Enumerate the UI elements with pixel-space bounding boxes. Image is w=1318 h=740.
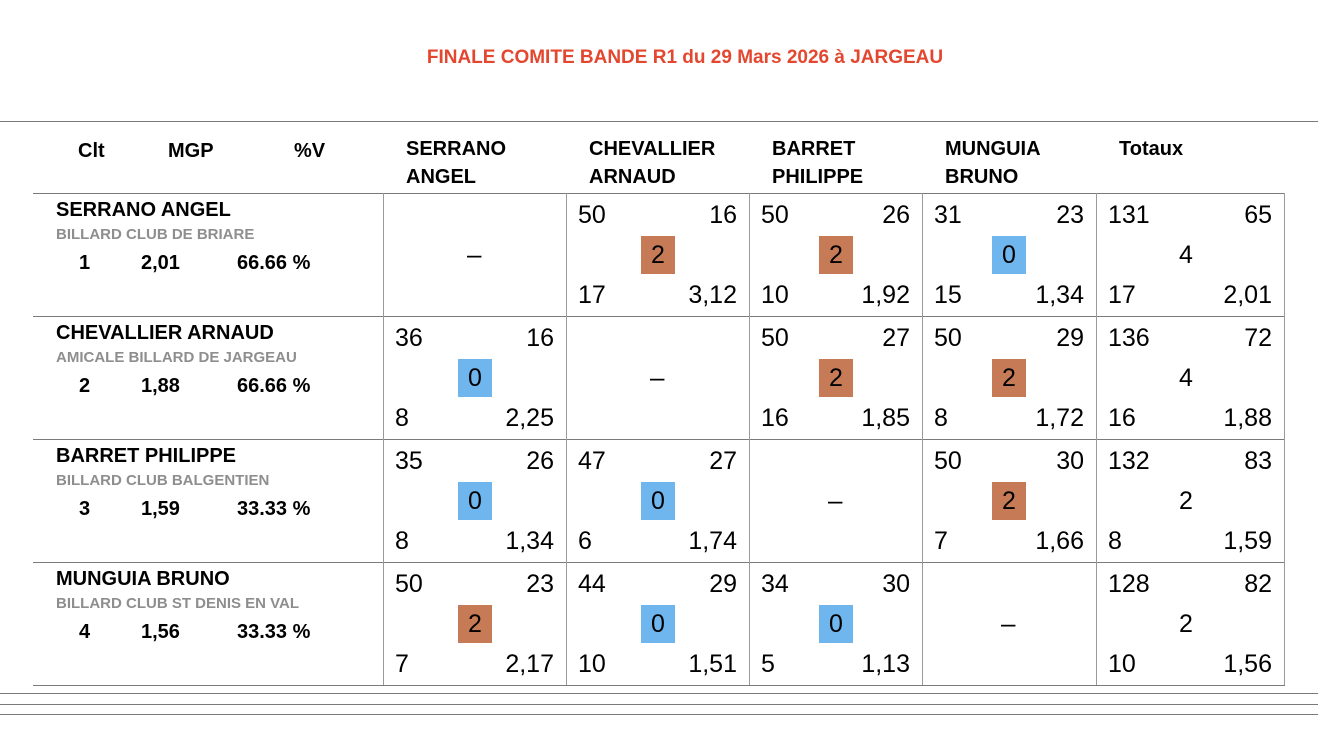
empty-cell-mark: – xyxy=(828,485,843,515)
cell-innings: 16 xyxy=(709,201,737,229)
cell-series: 8 xyxy=(934,404,948,432)
header-mgp: MGP xyxy=(168,140,214,162)
player-club: BILLARD CLUB DE BRIARE xyxy=(56,226,255,243)
player-pct: 33.33 % xyxy=(237,498,311,520)
total-match-points: 2 xyxy=(1179,487,1193,515)
column-divider xyxy=(383,193,384,685)
result-badge: 0 xyxy=(458,359,492,397)
empty-cell-mark: – xyxy=(650,362,665,392)
result-badge: 0 xyxy=(641,605,675,643)
column-header-5-line1: Totaux xyxy=(1119,138,1184,160)
player-mgp: 1,88 xyxy=(141,375,180,397)
result-badge: 0 xyxy=(641,482,675,520)
cell-average: 2,01 xyxy=(1223,281,1272,309)
result-badge: 0 xyxy=(992,236,1026,274)
result-badge: 0 xyxy=(458,482,492,520)
cell-series: 17 xyxy=(1108,281,1136,309)
row-divider xyxy=(33,439,1285,440)
cell-series: 15 xyxy=(934,281,962,309)
cell-series: 10 xyxy=(578,650,606,678)
cell-points: 50 xyxy=(395,570,423,598)
player-pct: 66.66 % xyxy=(237,375,311,397)
header-bottom-rule xyxy=(33,193,1285,194)
cell-average: 1,72 xyxy=(1035,404,1084,432)
cell-average: 1,51 xyxy=(688,650,737,678)
player-club: AMICALE BILLARD DE JARGEAU xyxy=(56,349,297,366)
result-badge: 2 xyxy=(819,236,853,274)
cell-points: 50 xyxy=(761,324,789,352)
column-divider xyxy=(1284,193,1285,685)
cell-innings: 27 xyxy=(709,447,737,475)
cell-average: 1,74 xyxy=(688,527,737,555)
cell-series: 8 xyxy=(395,527,409,555)
footer-rule-3 xyxy=(0,714,1318,715)
player-mgp: 2,01 xyxy=(141,252,180,274)
player-name: CHEVALLIER ARNAUD xyxy=(56,322,274,344)
player-club: BILLARD CLUB ST DENIS EN VAL xyxy=(56,595,300,612)
cell-points: 136 xyxy=(1108,324,1150,352)
cell-series: 8 xyxy=(395,404,409,432)
page-title: FINALE COMITE BANDE R1 du 29 Mars 2026 à JARGEAU xyxy=(426,47,944,68)
cell-innings: 29 xyxy=(1056,324,1084,352)
cell-points: 132 xyxy=(1108,447,1150,475)
row-divider xyxy=(33,562,1285,563)
empty-cell-mark: – xyxy=(467,239,482,269)
column-header-1-line2: ANGEL xyxy=(406,166,476,188)
cell-average: 1,34 xyxy=(505,527,554,555)
cell-points: 131 xyxy=(1108,201,1150,229)
cell-points: 47 xyxy=(578,447,606,475)
cell-average: 1,85 xyxy=(861,404,910,432)
result-badge: 0 xyxy=(819,605,853,643)
cell-average: 1,59 xyxy=(1223,527,1272,555)
cell-points: 31 xyxy=(934,201,962,229)
cell-innings: 27 xyxy=(882,324,910,352)
cell-series: 6 xyxy=(578,527,592,555)
cell-series: 7 xyxy=(934,527,948,555)
player-pct: 66.66 % xyxy=(237,252,311,274)
player-pct: 33.33 % xyxy=(237,621,311,643)
column-header-4-line1: MUNGUIA xyxy=(945,138,1041,160)
cell-points: 35 xyxy=(395,447,423,475)
footer-rule-1 xyxy=(0,693,1318,694)
column-header-4-line2: BRUNO xyxy=(945,166,1019,188)
column-divider xyxy=(1096,193,1097,685)
cell-average: 1,34 xyxy=(1035,281,1084,309)
cell-innings: 23 xyxy=(1056,201,1084,229)
cell-innings: 65 xyxy=(1244,201,1272,229)
header-pct: %V xyxy=(294,140,326,162)
cell-innings: 23 xyxy=(526,570,554,598)
column-header-2-line1: CHEVALLIER xyxy=(589,138,716,160)
cell-series: 16 xyxy=(1108,404,1136,432)
cell-average: 2,17 xyxy=(505,650,554,678)
total-match-points: 2 xyxy=(1179,610,1193,638)
cell-innings: 72 xyxy=(1244,324,1272,352)
player-mgp: 1,59 xyxy=(141,498,180,520)
cell-average: 2,25 xyxy=(505,404,554,432)
cell-innings: 26 xyxy=(882,201,910,229)
header-clt: Clt xyxy=(78,140,105,162)
cell-points: 50 xyxy=(934,324,962,352)
result-badge: 2 xyxy=(992,482,1026,520)
cell-points: 36 xyxy=(395,324,423,352)
result-badge: 2 xyxy=(641,236,675,274)
column-header-1-line1: SERRANO xyxy=(406,138,507,160)
result-badge: 2 xyxy=(992,359,1026,397)
column-divider xyxy=(566,193,567,685)
cell-series: 5 xyxy=(761,650,775,678)
column-divider xyxy=(749,193,750,685)
row-divider xyxy=(33,316,1285,317)
player-name: SERRANO ANGEL xyxy=(56,199,231,221)
cell-series: 8 xyxy=(1108,527,1122,555)
cell-points: 128 xyxy=(1108,570,1150,598)
player-mgp: 1,56 xyxy=(141,621,180,643)
total-match-points: 4 xyxy=(1179,364,1193,392)
result-badge: 2 xyxy=(458,605,492,643)
cell-series: 7 xyxy=(395,650,409,678)
cell-average: 3,12 xyxy=(688,281,737,309)
cell-series: 10 xyxy=(1108,650,1136,678)
total-match-points: 4 xyxy=(1179,241,1193,269)
cell-innings: 30 xyxy=(882,570,910,598)
cell-average: 1,56 xyxy=(1223,650,1272,678)
result-badge: 2 xyxy=(819,359,853,397)
player-rank: 2 xyxy=(79,375,91,397)
footer-rule-2 xyxy=(0,704,1318,705)
cell-series: 17 xyxy=(578,281,606,309)
table-top-rule xyxy=(0,121,1318,122)
cell-innings: 29 xyxy=(709,570,737,598)
column-divider xyxy=(922,193,923,685)
row-divider xyxy=(33,685,1285,686)
cell-innings: 82 xyxy=(1244,570,1272,598)
column-header-3-line2: PHILIPPE xyxy=(772,166,864,188)
player-name: BARRET PHILIPPE xyxy=(56,445,237,467)
column-header-2-line2: ARNAUD xyxy=(589,166,676,188)
player-name: MUNGUIA BRUNO xyxy=(56,568,230,590)
cell-points: 34 xyxy=(761,570,789,598)
column-header-3-line1: BARRET xyxy=(772,138,856,160)
cell-innings: 30 xyxy=(1056,447,1084,475)
cell-innings: 26 xyxy=(526,447,554,475)
player-rank: 3 xyxy=(79,498,91,520)
cell-points: 50 xyxy=(934,447,962,475)
cell-series: 10 xyxy=(761,281,789,309)
player-club: BILLARD CLUB BALGENTIEN xyxy=(56,472,270,489)
cell-average: 1,88 xyxy=(1223,404,1272,432)
cell-points: 50 xyxy=(761,201,789,229)
empty-cell-mark: – xyxy=(1001,608,1016,638)
player-rank: 4 xyxy=(79,621,91,643)
cell-points: 44 xyxy=(578,570,606,598)
cell-innings: 16 xyxy=(526,324,554,352)
cell-average: 1,13 xyxy=(861,650,910,678)
cell-average: 1,92 xyxy=(861,281,910,309)
cell-average: 1,66 xyxy=(1035,527,1084,555)
cell-series: 16 xyxy=(761,404,789,432)
cell-points: 50 xyxy=(578,201,606,229)
player-rank: 1 xyxy=(79,252,91,274)
cell-innings: 83 xyxy=(1244,447,1272,475)
